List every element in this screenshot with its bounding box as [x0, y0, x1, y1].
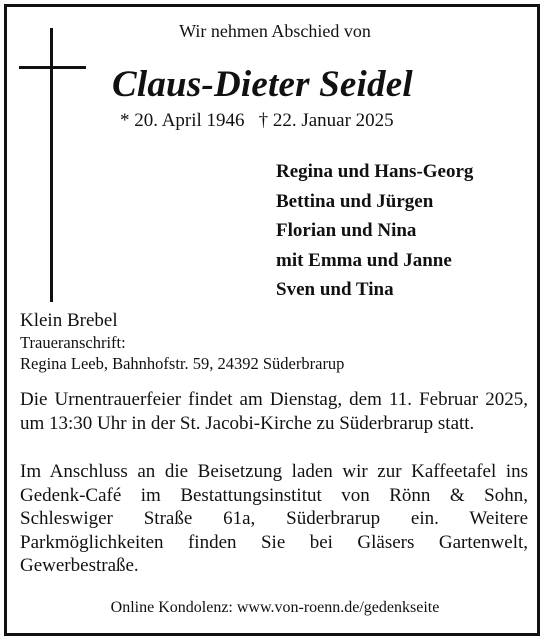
deceased-name: Claus-Dieter Seidel [112, 64, 413, 105]
mourner-line: Regina und Hans-Georg [276, 161, 474, 182]
address-line: Regina Leeb, Bahnhofstr. 59, 24392 Süderbrarup [20, 354, 345, 373]
online-condolence: Online Kondolenz: www.von-roenn.de/gedenkseite [110, 599, 440, 616]
place-name: Klein Brebel [20, 310, 118, 331]
cross-icon [50, 28, 53, 302]
mourners-list [276, 157, 473, 305]
birth-date: * 20. April 1946 [120, 110, 245, 131]
intro-line: Wir nehmen Abschied von [179, 21, 371, 41]
mourner-line: Bettina und Jürgen [276, 190, 434, 212]
life-dates [120, 110, 394, 132]
cross-bar [19, 66, 86, 69]
mourner-line: Florian und Nina [276, 220, 417, 241]
mourner-line: mit Emma und Janne [276, 249, 452, 271]
mourner-line: Sven und Tina [276, 279, 394, 300]
address-label: Traueranschrift: [20, 333, 126, 352]
ceremony-paragraph: Die Urnentrauerfeier findet am Dienstag, dem 11. Februar 2025, um 13:30 Uhr in der St. Jacobi-Kirche zu Süderbrarup statt. [20, 389, 528, 434]
mourning-address [20, 309, 344, 374]
reception-paragraph: Im Anschluss an die Beisetzung laden wir zur Kaffeetafel ins Gedenk-Café im Bestattungsinstitut von Rönn & Sohn, Schleswiger Straße 61a, Süderbrarup ein. Weitere Parkmöglichkeiten finden Sie bei Gläsers Gartenwelt, Gewerbestraße. [20, 461, 528, 576]
death-date: † 22. Januar 2025 [258, 110, 394, 131]
